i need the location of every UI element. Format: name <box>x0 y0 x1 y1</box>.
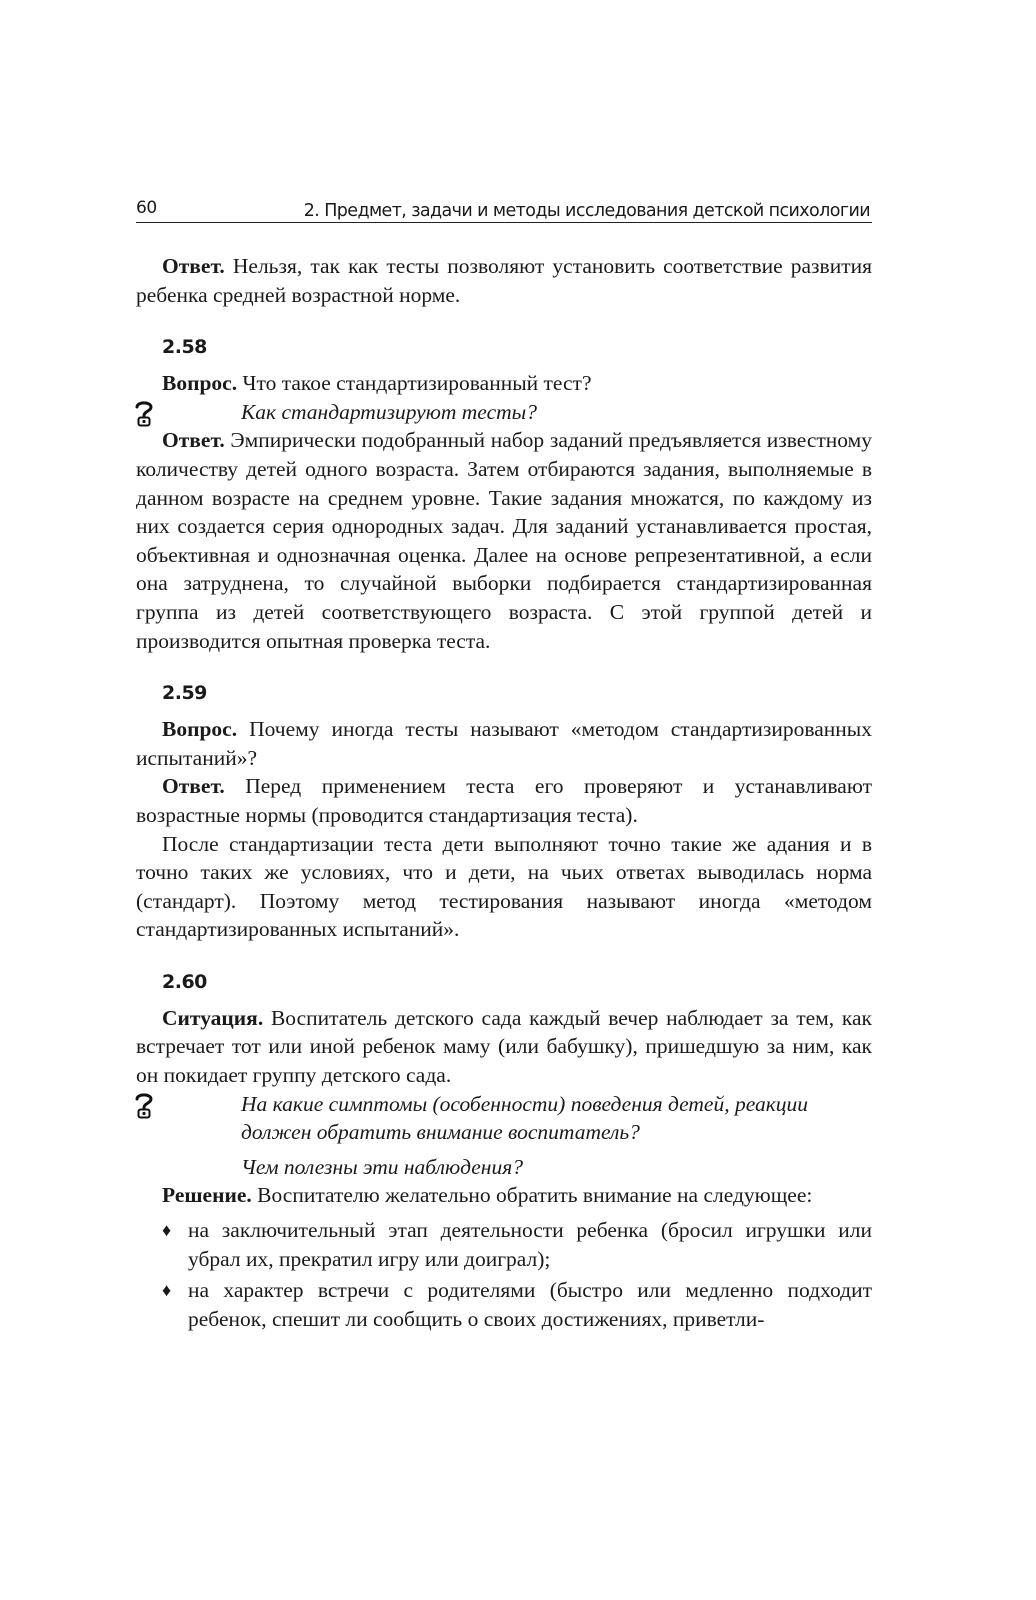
solution-label: Решение. <box>162 1183 252 1208</box>
solution-list <box>136 1216 872 1333</box>
question-label: Вопрос. <box>162 371 238 396</box>
situation-paragraph <box>136 1004 872 1090</box>
solution-text: Воспитателю желательно обратить внимание на следующее: <box>251 1183 813 1208</box>
chapter-title: 2. Предмет, задачи и методы исследования детской психологии <box>303 201 870 221</box>
list-item <box>136 1276 872 1333</box>
reflection-question: Чем полезны эти наблюдения? <box>241 1154 523 1179</box>
section-number-2-59: 2.59 <box>162 682 207 705</box>
answer-paragraph <box>136 772 872 829</box>
page-number: 60 <box>136 198 157 218</box>
answer-text: Нельзя, так как тесты позволяют установить соответствие развития ребенка средней возрастной норме. <box>136 254 872 307</box>
situation-text: Воспитатель детского сада каждый вечер наблюдает за тем, как встречает тот или иной ребенок маму (или бабушку), пришедшую за ним, как он покидает группу детского сада. <box>136 1005 872 1088</box>
list-item-text: на заключительный этап деятельности ребенка (бросил игрушки или убрал их, прекратил игру или доиграл); <box>188 1218 872 1271</box>
diamond-bullet-icon: ♦ <box>162 1220 172 1241</box>
list-item-text: на характер встречи с родителями (быстро или медленно подходит ребенок, спешит ли сообщить о своих достижениях, приветли- <box>188 1278 872 1331</box>
list-item <box>136 1216 872 1273</box>
question-paragraph <box>136 369 872 398</box>
solution-paragraph <box>136 1181 872 1210</box>
page-content <box>136 252 872 1336</box>
reflection-question: На какие симптомы (особенности) поведения детей, реакции должен обратить внимание воспитатель? <box>241 1091 809 1145</box>
answer-paragraph <box>136 252 872 309</box>
situation-label: Ситуация. <box>162 1005 264 1030</box>
answer-label: Ответ. <box>162 254 225 278</box>
question-text: Что такое стандартизированный тест? <box>237 371 592 396</box>
answer-label: Ответ. <box>162 774 225 799</box>
book-page <box>136 0 872 1600</box>
body-paragraph: После стандартизации теста дети выполняют точно такие же адания и в точно таких же условиях, что и дети, на чьих ответах выводилась норма (стандарт). Поэтому метод тестирования называют иногда «методом стандартизированных испытаний». <box>136 831 872 942</box>
question-mark-icon <box>132 1091 156 1119</box>
answer-label: Ответ. <box>162 428 225 453</box>
answer-text: Перед применением теста его проверяют и устанавливают возрастные нормы (проводится стандартизация теста). <box>136 774 872 827</box>
section-number-2-60: 2.60 <box>162 970 207 993</box>
reflection-question-block <box>136 398 872 427</box>
running-head <box>136 194 872 223</box>
question-paragraph <box>136 715 872 772</box>
question-text: Почему иногда тесты называют «методом стандартизированных испытаний»? <box>136 717 872 770</box>
diamond-bullet-icon: ♦ <box>162 1280 172 1301</box>
section-number-2-58: 2.58 <box>162 336 207 359</box>
reflection-question-block <box>136 1090 872 1182</box>
answer-text: Эмпирически подобранный набор заданий предъявляется известному количеству детей одного возраста. Затем отбираются задания, выполняемые в данном возрасте на среднем уровне. Такие задания множатся, по каждому из них создается серия однородных задач. Для заданий устанавливается простая, объективная и однозначная оценка. Далее на основе репрезентативной, а если она затруднена, то случайной выборки подбирается стандартизированная группа из детей соответствующего возраста. С этой группой детей и производится опытная проверка теста. <box>136 428 872 653</box>
question-label: Вопрос. <box>162 717 238 742</box>
reflection-question: Как стандартизируют тесты? <box>241 399 537 424</box>
question-mark-icon <box>132 399 156 427</box>
answer-paragraph <box>136 426 872 655</box>
